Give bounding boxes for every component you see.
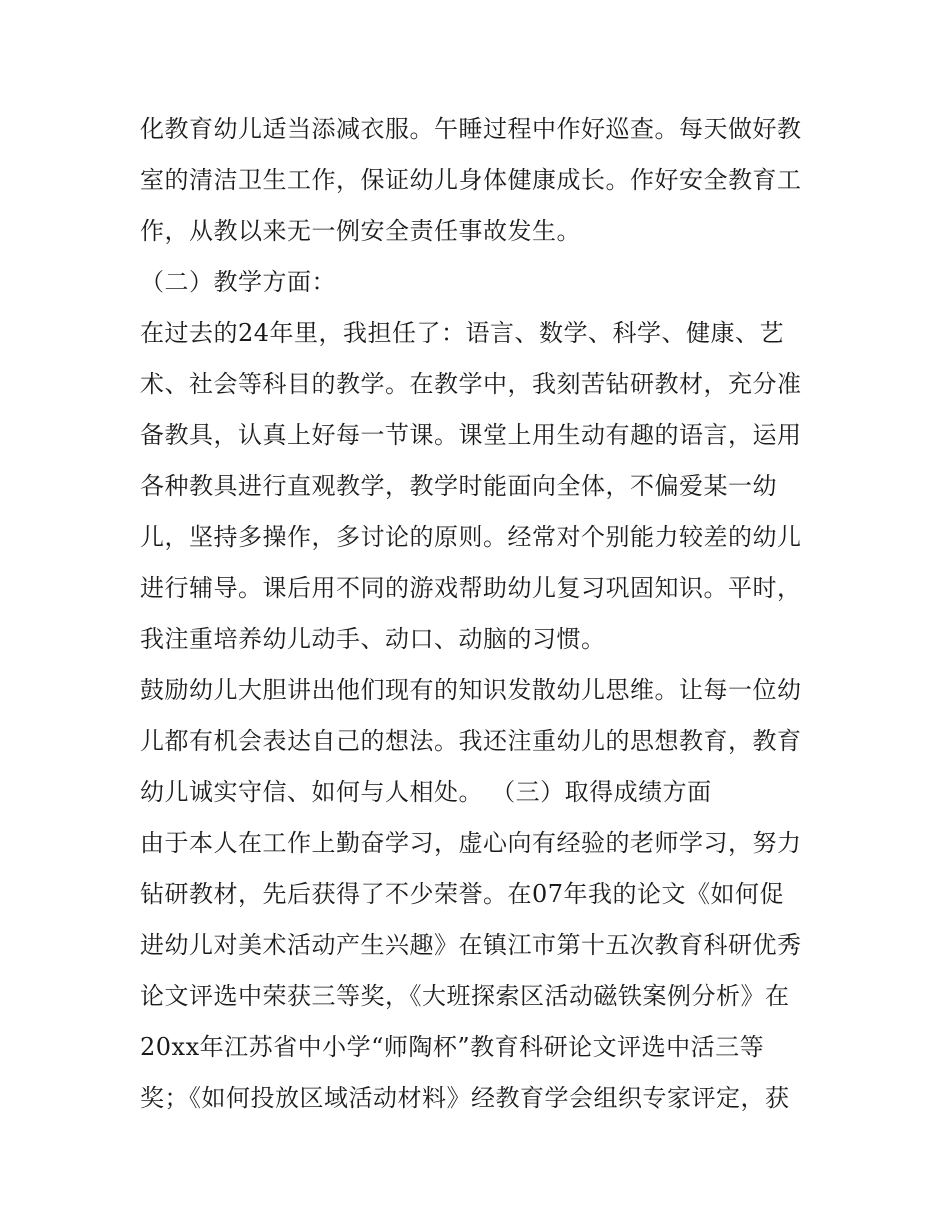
text-line: 进幼儿对美术活动产生兴趣》在镇江市第十五次教育科研优秀: [140, 931, 802, 959]
text-line: 化教育幼儿适当添减衣服。午睡过程中作好巡查。每天做好教: [140, 115, 802, 143]
text-line: 20xx年江苏省中小学“师陶杯”教育科研论文评选中活三等: [140, 1033, 765, 1061]
text-line: 钻研教材，先后获得了不少荣誉。在07年我的论文《如何促: [140, 880, 785, 908]
text-line: 在过去的24年里，我担任了：语言、数学、科学、健康、艺: [140, 319, 785, 347]
section-heading: （二）教学方面：: [140, 268, 336, 296]
text-line: 奖；《如何投放区域活动材料》经教育学会组织专家评定，获: [140, 1084, 790, 1112]
text-line: 幼儿诚实守信、如何与人相处。 （三）取得成绩方面: [140, 778, 712, 806]
text-line: 作，从教以来无一例安全责任事故发生。: [140, 217, 581, 245]
text-line: 我注重培养幼儿动手、动口、动脑的习惯。: [140, 625, 606, 653]
text-line: 各种教具进行直观教学，教学时能面向全体，不偏爱某一幼: [140, 472, 777, 500]
text-line: 术、社会等科目的教学。在教学中，我刻苦钻研教材，充分准: [140, 370, 802, 398]
text-line: 由于本人在工作上勤奋学习，虚心向有经验的老师学习，努力: [140, 829, 802, 857]
text-line: 儿都有机会表达自己的想法。我还注重幼儿的思想教育，教育: [140, 727, 802, 755]
text-line: 鼓励幼儿大胆讲出他们现有的知识发散幼儿思维。让每一位幼: [140, 676, 802, 704]
text-line: 进行辅导。课后用不同的游戏帮助幼儿复习巩固知识。平时，: [140, 574, 802, 602]
text-line: 室的清洁卫生工作，保证幼儿身体健康成长。作好安全教育工: [140, 166, 802, 194]
text-line: 备教具，认真上好每一节课。课堂上用生动有趣的语言，运用: [140, 421, 802, 449]
text-line: 论文评选中荣获三等奖，《大班探索区活动磁铁案例分析》在: [140, 982, 790, 1010]
text-line: 儿，坚持多操作，多讨论的原则。经常对个别能力较差的幼儿: [140, 523, 802, 551]
